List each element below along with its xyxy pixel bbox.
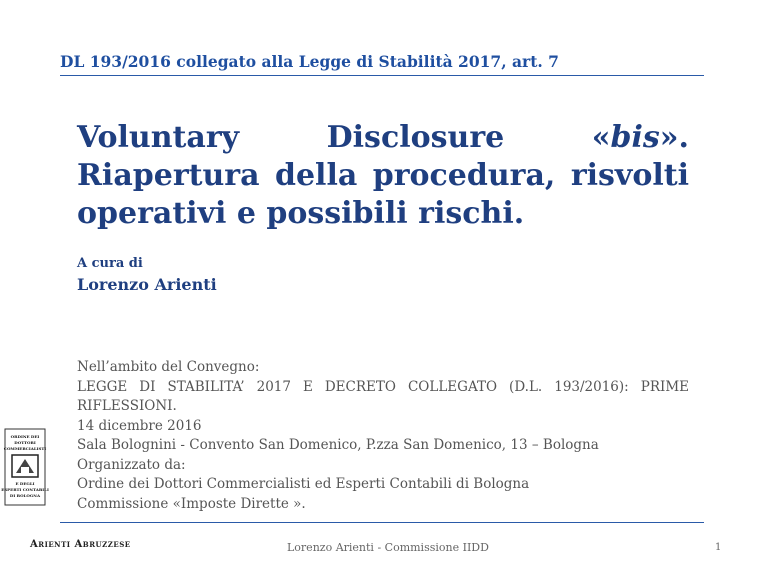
details-line-3: RIFLESSIONI. (77, 398, 177, 414)
details-line-7: Ordine dei Dottori Commercialisti ed Esperti Contabili di Bologna (77, 476, 530, 492)
footer-author: Lorenzo Arienti - Commissione IIDD (287, 541, 489, 554)
curator-name: Lorenzo Arienti (77, 275, 217, 294)
details-line-1: Nell’ambito del Convegno: (77, 359, 260, 375)
svg-text:ORDINE DEI: ORDINE DEI (10, 434, 40, 439)
slide-title (77, 119, 689, 233)
footer-divider (60, 522, 704, 523)
svg-text:ESPERTI CONTABILI: ESPERTI CONTABILI (1, 487, 49, 492)
header-title: DL 193/2016 collegato alla Legge di Stabilità 2017, art. 7 (60, 52, 559, 71)
title-part-2: ». Riapertura della procedura, risvolti operativi e possibili rischi. (77, 120, 689, 231)
svg-text:COMMERCIALISTI: COMMERCIALISTI (3, 446, 47, 451)
title-part-1: Voluntary Disclosure « (77, 120, 611, 155)
event-details (77, 358, 689, 514)
title-italic-bis: bis (610, 120, 660, 155)
ordine-logo-icon (1, 428, 49, 506)
details-line-6: Organizzato da: (77, 456, 186, 473)
curator-label: A cura di (77, 256, 143, 271)
svg-text:E DEGLI: E DEGLI (15, 481, 35, 486)
svg-text:DOTTORI: DOTTORI (14, 440, 36, 445)
header-divider (60, 75, 704, 76)
details-line-8: Commissione «Imposte Dirette ». (77, 495, 306, 512)
footer-brand: Arienti Abruzzese (30, 539, 131, 550)
page-number: 1 (715, 542, 722, 553)
details-line-5: Sala Bolognini - Convento San Domenico, P.zza San Domenico, 13 – Bologna (77, 437, 599, 453)
details-line-2: LEGGE DI STABILITA’ 2017 E DECRETO COLLEGATO (D.L. 193/2016): PRIME (77, 378, 689, 395)
svg-text:DI BOLOGNA: DI BOLOGNA (9, 493, 41, 498)
details-line-4: 14 dicembre 2016 (77, 417, 202, 434)
